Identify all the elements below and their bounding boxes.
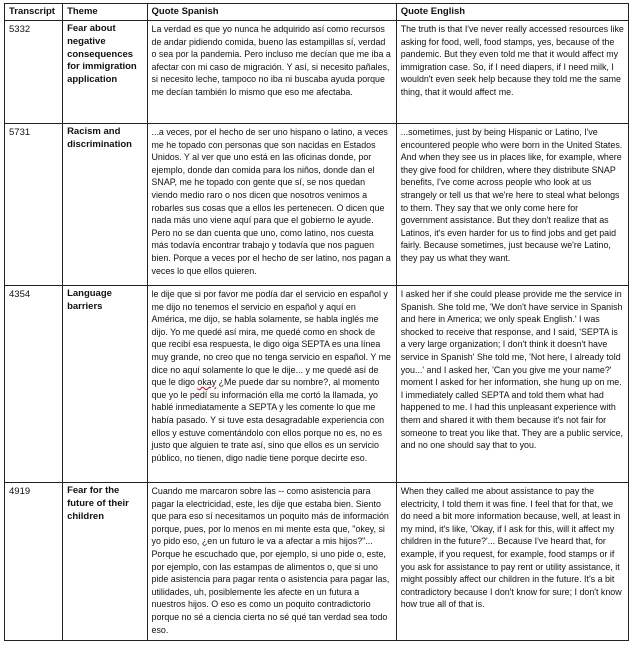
quote-spanish-cell <box>147 286 396 483</box>
transcript-id: 4354 <box>5 286 63 483</box>
quote-text: ¿Me puede dar su nombre?, al momento que yo le pedí su información ella me cortó la llamada, yo hablé inmediatamente a SEPTA y les comente lo que me había pasado. Y si tuve esta desagradable experiencia con ellos y estuve comentándolo con ellos porque no es, no es justo que alguien te trate así, sino que ellos es un servicio público, no tienen, digo nadie tiene porque decirte eso. <box>151 377 385 463</box>
table-header-row <box>5 4 629 21</box>
spellcheck-marked-word: okay <box>197 377 217 388</box>
theme-cell: Fear about negative consequences for immigration application <box>63 21 147 124</box>
header-transcript: Transcript <box>5 4 63 21</box>
transcript-id: 5731 <box>5 124 63 286</box>
quotes-table <box>4 3 629 641</box>
quote-spanish-cell: La verdad es que yo nunca he adquirido así como recursos de andar pidiendo comida, bueno las estampillas sí, verdad o sea por la pandemia. Pero incluso me decían que me iba a afectar con mi caso de migración. Y así, si necesito pañales, si necesito leche, tampoco no iba ni buscaba ayuda porque me decían también lo mismo que eso me afectaba. <box>147 21 396 124</box>
theme-cell: Racism and discrimination <box>63 124 147 286</box>
quote-english-cell: ...sometimes, just by being Hispanic or Latino, I've encountered people who were born in the United States. And when they see us in places like, for example, where they give food for children, where they distribute SNAP benefits, I've come across people who look at us strangely or tell us that we're here to steal what belongs to them. They say that we only come here for government assistance. But they don't realize that as Latinos, it's even harder for us to find jobs and get paid fairly. Because sometimes, just because we're Latino, they pay us what they want. <box>396 124 628 286</box>
table-row <box>5 483 629 641</box>
transcript-id: 4919 <box>5 483 63 641</box>
transcript-id: 5332 <box>5 21 63 124</box>
table-row <box>5 21 629 124</box>
header-quote-spanish: Quote Spanish <box>147 4 396 21</box>
table-row <box>5 286 629 483</box>
quote-english-cell: When they called me about assistance to pay the electricity, I told them it was fine. I feel that for that, we do need a bit more information because, well, at least in my mind, it's like, 'Okay, if I ask for this, will it affect my children in the future?'... Because I've heard that, for example, if you request, for example, food stamps or if you ask for assistance to pay rent or utility assistance, it might possibly affect our children in the future. It's a bit contradictory because I don't know for sure; I don't know how true all of that is. <box>396 483 628 641</box>
quote-english-cell: The truth is that I've never really accessed resources like asking for food, well, food stamps, yes, because of the pandemic. But they even told me that it would affect my immigration case. So, if I need diapers, if I need milk, I wouldn't even seek help because they told me the same thing, that it would affect me. <box>396 21 628 124</box>
theme-cell: Fear for the future of their children <box>63 483 147 641</box>
quote-english-cell: I asked her if she could please provide me the service in Spanish. She told me, 'We don't have service in Spanish and here in America; we only speak English.' I was shocked to receive that response, and I said, 'SEPTA is a very large organization; I don't think it doesn't have service in Spanish' She told me, 'Not here, I already told you...' and I asked her, 'Can you give me your name?' moment I asked for her information, she hung up on me. I immediately called SEPTA and told them what had happened to me. I had this unpleasant experience with them and shared it with them because it's not fair for someone to treat you like that. They are a public service, and no one should say that to you. <box>396 286 628 483</box>
quote-spanish-cell: ...a veces, por el hecho de ser uno hispano o latino, a veces me he topado con personas que son nacidas en Estados Unidos. Y al ver que uno está en las oficinas donde, por ejemplo, donde dan comida para los niños, donde dan el SNAP, me he topado con gente que sí, se nos quedan viendo medio raro o nos dicen que nosotros venimos a robarles sus cosas que a ellos les pertenecen. O dicen que nada más uno viene aquí para que el gobierno le ayude. Pero no se dan cuenta que uno, como latino, nos cuesta más todavía encontrar trabajo y todavía que nos paguen bien. Porque a veces por el hecho de ser latino, nos pagan a veces lo que ellos quieren. <box>147 124 396 286</box>
header-quote-english: Quote English <box>396 4 628 21</box>
quote-spanish-cell: Cuando me marcaron sobre las -- como asistencia para pagar la electricidad, este, les dije que estaba bien. Siento que para eso sí necesitamos un poquito más de información porque, pues, por lo menos en mi mente esta que, "okey, si yo pido eso, ¿en un futuro le va a afectar a mis hijos?"... Porque he escuchado que, por ejemplo, si uno pide o, este, por ejemplo, con las estampas de alimentos o, que si uno pide asistencia para pagar renta o asistencia para pagar las, utilidades, uh, posiblemente les afecte en un futura a nuestros hijos. O eso es como un poquito contradictorio porque no sé a ciencia cierta no sé qué tan verdad sea todo eso. <box>147 483 396 641</box>
quote-text: le dije que si por favor me podía dar el servicio en español y me dijo no tenemos el servicio en español y aquí en América, me dijo, se habla solamente, se habla inglés me dijo. Yo me quedé así mira, me quedé como en shock de que recibí esa respuesta, le digo oiga SEPTA es una línea muy grande, no creo que no tenga servicio en español. Y me dice no aquí solamente lo que le dije... y me quedé así de que le digo <box>151 289 391 388</box>
header-theme: Theme <box>63 4 147 21</box>
table-row <box>5 124 629 286</box>
theme-cell: Language barriers <box>63 286 147 483</box>
